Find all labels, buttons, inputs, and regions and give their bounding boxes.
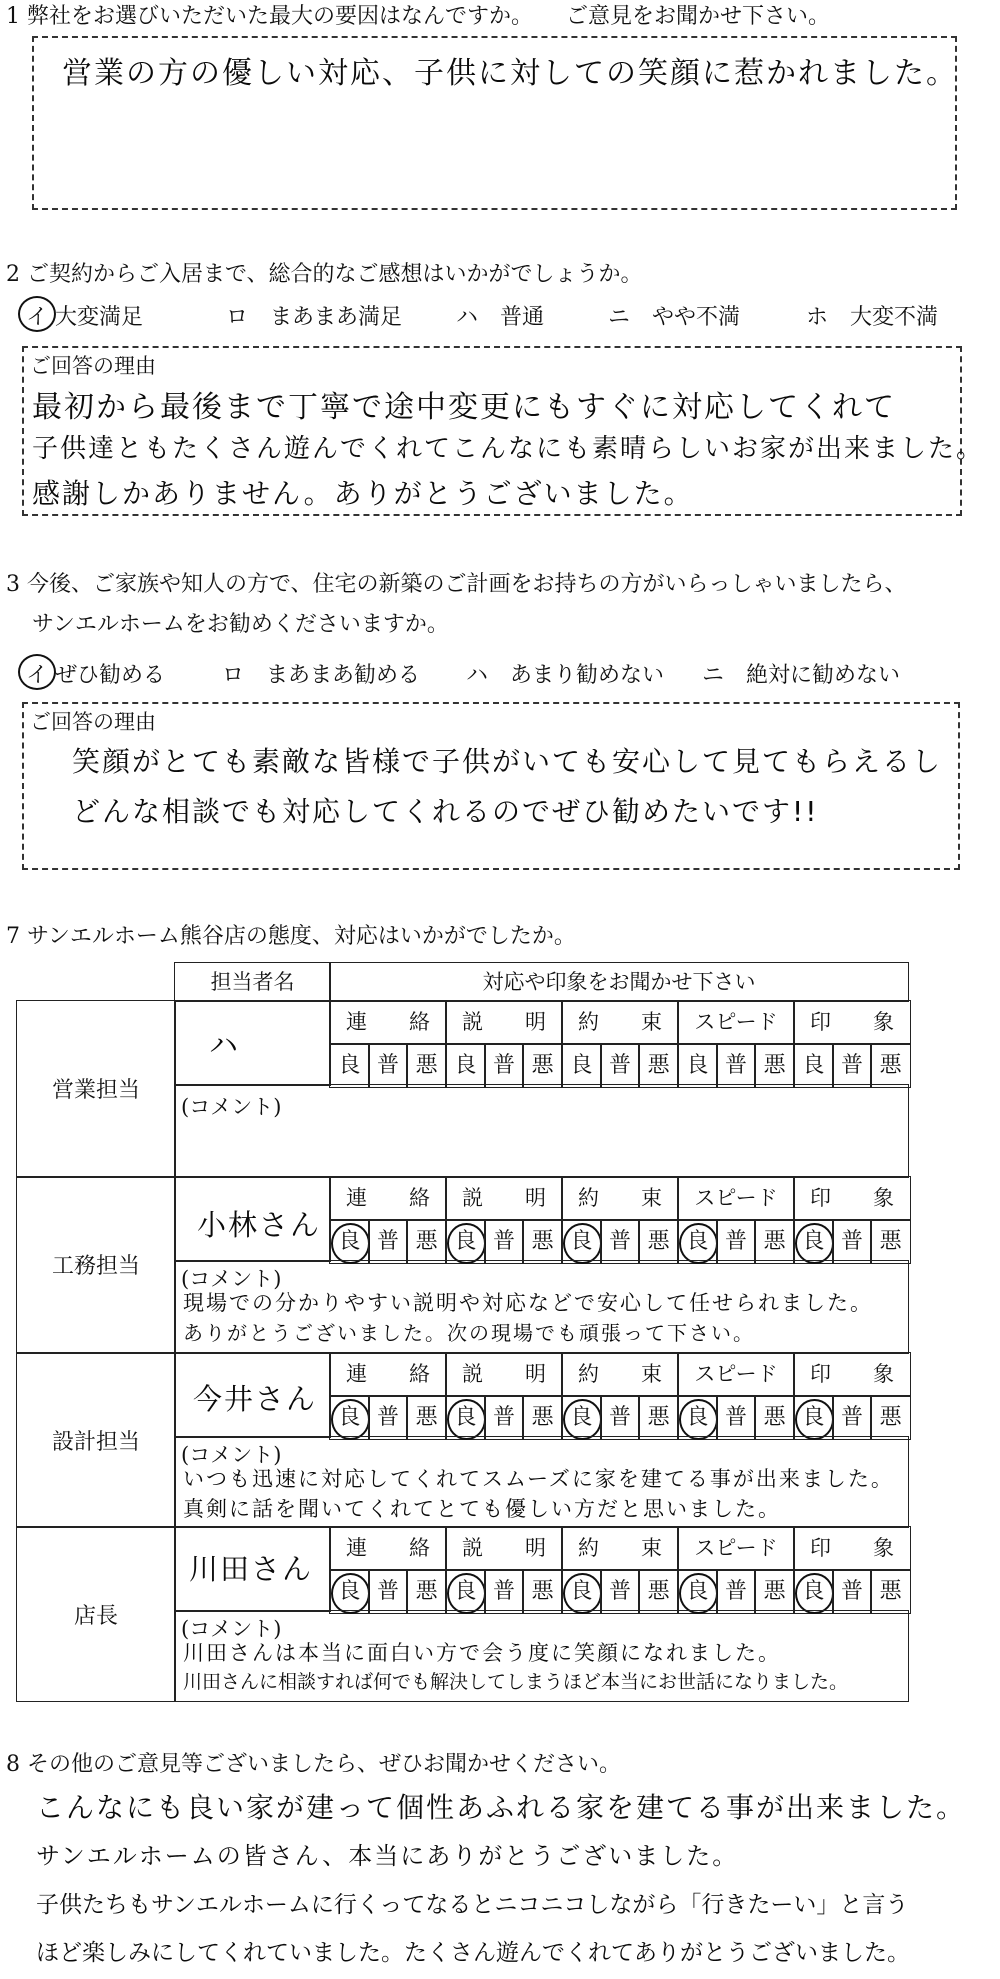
category-sales-label: 営業担当 [51, 1078, 140, 1103]
rating-selected-circle [331, 1223, 370, 1264]
rating-option: 良 [677, 1219, 718, 1264]
criterion-header: 連 絡 [329, 1000, 447, 1045]
rating-option: 普 [832, 1219, 873, 1264]
design-comment-line-2: 真剣に話を聞いてくれてとても優しい方だと思いました。 [183, 1497, 781, 1521]
sales-comment-label: (コメント) [181, 1095, 282, 1119]
rating-option: 悪 [522, 1219, 563, 1264]
rating-option: 普 [716, 1395, 757, 1440]
rating-selected-circle [331, 1573, 370, 1614]
header-request: 対応や印象をお聞かせ下さい [329, 962, 909, 1002]
criterion-header: 連 絡 [329, 1526, 447, 1571]
q2-answer-line-3: 感謝しかありません。ありがとうございました。 [32, 477, 694, 510]
criterion-header: 説 明 [445, 1000, 563, 1045]
rating-option: 良 [329, 1395, 370, 1440]
rating-option: 良 [329, 1569, 370, 1614]
manager-name: 川田さん [189, 1552, 314, 1586]
rating-option: 普 [368, 1219, 409, 1264]
criterion-header: スピード [677, 1526, 795, 1571]
criterion-header: 印 象 [793, 1000, 911, 1045]
criterion-header: 約 束 [561, 1000, 679, 1045]
construction-criteria [329, 1176, 909, 1262]
rating-option: 悪 [870, 1219, 911, 1264]
design-name: 今井さん [193, 1382, 318, 1416]
rating-option: 普 [716, 1569, 757, 1614]
q3-answer-line-1: 笑顔がとても素敵な皆様で子供がいても安心して見てもらえるし [72, 745, 943, 778]
rating-option: 良 [445, 1219, 486, 1264]
category-sales [16, 1000, 176, 1178]
rating-selected-circle [447, 1573, 486, 1614]
rating-option: 悪 [638, 1395, 679, 1440]
construction-comment-line-2: ありがとうございました。次の現場でも頑張って下さい。 [183, 1321, 755, 1345]
q2-answer-line-1: 最初から最後まで丁寧で途中変更にもすぐに対応してくれて [32, 390, 896, 425]
manager-comment-cell [174, 1610, 909, 1702]
rating-option: 悪 [522, 1395, 563, 1440]
criterion-header: 印 象 [793, 1176, 911, 1221]
rating-option: 普 [832, 1569, 873, 1614]
rating-option: 悪 [754, 1395, 795, 1440]
criterion-header: 印 象 [793, 1526, 911, 1571]
rating-selected-circle [795, 1223, 834, 1264]
rating-option: 普 [600, 1219, 641, 1264]
header-person: 担当者名 [174, 962, 331, 1002]
criterion-header: 説 明 [445, 1352, 563, 1397]
design-comment-line-1: いつも迅速に対応してくれてスムーズに家を建てる事が出来ました。 [183, 1467, 894, 1491]
rating-option: 良 [677, 1043, 718, 1088]
criterion-header: 説 明 [445, 1176, 563, 1221]
rating-option: 良 [793, 1219, 834, 1264]
q3-option-3: ハ あまり勧めない [466, 663, 665, 688]
q3-option-1: イ ぜひ勧める [26, 663, 165, 688]
q2-option-3: ハ 普通 [456, 305, 545, 330]
rating-option: 良 [677, 1395, 718, 1440]
rating-option: 普 [832, 1395, 873, 1440]
category-design-label: 設計担当 [51, 1430, 140, 1455]
rating-option: 普 [368, 1043, 409, 1088]
rating-option: 良 [677, 1569, 718, 1614]
criterion-header: 約 束 [561, 1526, 679, 1571]
rating-option: 良 [561, 1569, 602, 1614]
rating-option: 悪 [638, 1219, 679, 1264]
q1-answer-box [32, 36, 957, 210]
manager-criteria [329, 1526, 909, 1612]
rating-option: 普 [716, 1219, 757, 1264]
q2-answer-line-2: 子供達ともたくさん遊んでくれてこんなにも素晴らしいお家が出来ました。 [32, 434, 985, 464]
rating-option: 良 [561, 1395, 602, 1440]
q1-answer: 営業の方の優しい対応、子供に対しての笑顔に惹かれました。 [62, 56, 958, 91]
q2-option-4: ニ やや不満 [608, 305, 741, 330]
rating-option: 普 [600, 1395, 641, 1440]
q8-question: 8 その他のご意見等ございましたら、ぜひお聞かせください。 [6, 1752, 621, 1777]
rating-option: 良 [793, 1043, 834, 1088]
rating-selected-circle [331, 1399, 370, 1440]
rating-option: 悪 [754, 1043, 795, 1088]
q3-option-2: ロ まあまあ勧める [222, 663, 421, 688]
rating-option: 良 [793, 1395, 834, 1440]
q3-reason-label: ご回答の理由 [30, 710, 156, 734]
q3-reason-box [22, 702, 960, 870]
q8-answer-line-3: 子供たちもサンエルホームに行くってなるとニコニコしながら「行きたーい」と言う [36, 1892, 909, 1918]
rating-option: 悪 [406, 1395, 447, 1440]
q3-question-line-1: 3 今後、ご家族や知人の方で、住宅の新築のご計画をお持ちの方がいらっしゃいましたら、 [6, 572, 907, 597]
rating-option: 普 [484, 1569, 525, 1614]
sales-name: ハ [209, 1028, 241, 1062]
rating-selected-circle [679, 1573, 718, 1614]
rating-option: 普 [716, 1043, 757, 1088]
design-comment-cell [174, 1436, 909, 1528]
construction-comment-cell [174, 1260, 909, 1354]
q8-answer-line-1: こんなにも良い家が建って個性あふれる家を建てる事が出来ました。 [36, 1791, 967, 1824]
rating-option: 悪 [754, 1569, 795, 1614]
rating-option: 良 [561, 1043, 602, 1088]
rating-selected-circle [795, 1399, 834, 1440]
category-manager-label: 店長 [73, 1604, 118, 1629]
rating-selected-circle [447, 1223, 486, 1264]
rating-option: 悪 [870, 1043, 911, 1088]
criterion-header: スピード [677, 1176, 795, 1221]
rating-option: 悪 [406, 1219, 447, 1264]
rating-option: 悪 [870, 1395, 911, 1440]
rating-selected-circle [447, 1399, 486, 1440]
rating-option: 悪 [522, 1569, 563, 1614]
criterion-header: 約 束 [561, 1352, 679, 1397]
rating-option: 普 [484, 1395, 525, 1440]
category-design [16, 1352, 176, 1528]
criterion-header: スピード [677, 1352, 795, 1397]
rating-option: 良 [445, 1395, 486, 1440]
rating-option: 普 [832, 1043, 873, 1088]
staff-rating-table [16, 962, 909, 1702]
manager-name-cell [174, 1526, 331, 1612]
rating-option: 悪 [638, 1043, 679, 1088]
q3-option-4: ニ 絶対に勧めない [702, 663, 901, 688]
q2-reason-label: ご回答の理由 [30, 354, 156, 378]
rating-option: 悪 [870, 1569, 911, 1614]
rating-option: 良 [445, 1569, 486, 1614]
q7-question: 7 サンエルホーム熊谷店の態度、対応はいかがでしたか。 [6, 924, 576, 949]
category-construction [16, 1176, 176, 1354]
rating-selected-circle [795, 1573, 834, 1614]
q3-selected-circle [18, 654, 56, 690]
rating-option: 普 [368, 1569, 409, 1614]
q3-answer-line-2: どんな相談でも対応してくれるのでぜひ勧めたいです!! [72, 795, 819, 828]
rating-option: 普 [368, 1395, 409, 1440]
construction-comment-label: (コメント) [181, 1267, 282, 1291]
criterion-header: スピード [677, 1000, 795, 1045]
criterion-header: 約 束 [561, 1176, 679, 1221]
rating-option: 普 [484, 1219, 525, 1264]
construction-comment-line-1: 現場での分かりやすい説明や対応などで安心して任せられました。 [183, 1291, 873, 1315]
rating-option: 悪 [638, 1569, 679, 1614]
rating-option: 普 [484, 1043, 525, 1088]
rating-selected-circle [679, 1399, 718, 1440]
rating-selected-circle [563, 1399, 602, 1440]
rating-option: 悪 [754, 1219, 795, 1264]
rating-option: 悪 [522, 1043, 563, 1088]
category-construction-label: 工務担当 [51, 1254, 140, 1279]
rating-option: 悪 [406, 1043, 447, 1088]
manager-comment-label: (コメント) [181, 1617, 282, 1641]
q8-answer-line-2: サンエルホームの皆さん、本当にありがとうございました。 [36, 1842, 739, 1870]
rating-option: 良 [561, 1219, 602, 1264]
rating-option: 普 [600, 1043, 641, 1088]
criterion-header: 印 象 [793, 1352, 911, 1397]
design-name-cell [174, 1352, 331, 1438]
q3-question-line-2: サンエルホームをお勧めくださいますか。 [32, 612, 449, 637]
rating-option: 良 [329, 1043, 370, 1088]
rating-option: 良 [445, 1043, 486, 1088]
criterion-header: 連 絡 [329, 1176, 447, 1221]
manager-comment-line-2: 川田さんに相談すれば何でも解決してしまうほど本当にお世話になりました。 [183, 1671, 849, 1693]
design-criteria [329, 1352, 909, 1438]
category-manager [16, 1526, 176, 1702]
construction-name-cell [174, 1176, 331, 1262]
rating-option: 良 [793, 1569, 834, 1614]
sales-criteria [329, 1000, 909, 1086]
construction-name: 小林さん [197, 1208, 322, 1242]
rating-selected-circle [679, 1223, 718, 1264]
manager-comment-line-1: 川田さんは本当に面白い方で会う度に笑顔になれました。 [183, 1641, 781, 1665]
criterion-header: 連 絡 [329, 1352, 447, 1397]
criterion-header: 説 明 [445, 1526, 563, 1571]
q8-answer-line-4: ほど楽しみにしてくれていました。たくさん遊んでくれてありがとうございました。 [36, 1940, 910, 1966]
rating-option: 良 [329, 1219, 370, 1264]
q2-option-5: ホ 大変不満 [806, 305, 939, 330]
q2-option-1: イ 大変満足 [26, 305, 143, 330]
q1-question: 1 弊社をお選びいただいた最大の要因はなんですか。 ご意見をお聞かせ下さい。 [6, 4, 830, 29]
q2-reason-box [22, 346, 985, 516]
q2-option-2: ロ まあまあ満足 [226, 305, 403, 330]
sales-name-cell [174, 1000, 331, 1086]
design-comment-label: (コメント) [181, 1443, 282, 1467]
sales-comment-cell [174, 1084, 909, 1178]
rating-option: 普 [600, 1569, 641, 1614]
rating-selected-circle [563, 1223, 602, 1264]
q2-question: 2 ご契約からご入居まで、総合的なご感想はいかがでしょうか。 [6, 262, 643, 287]
rating-option: 悪 [406, 1569, 447, 1614]
rating-selected-circle [563, 1573, 602, 1614]
q2-selected-circle [18, 296, 56, 332]
